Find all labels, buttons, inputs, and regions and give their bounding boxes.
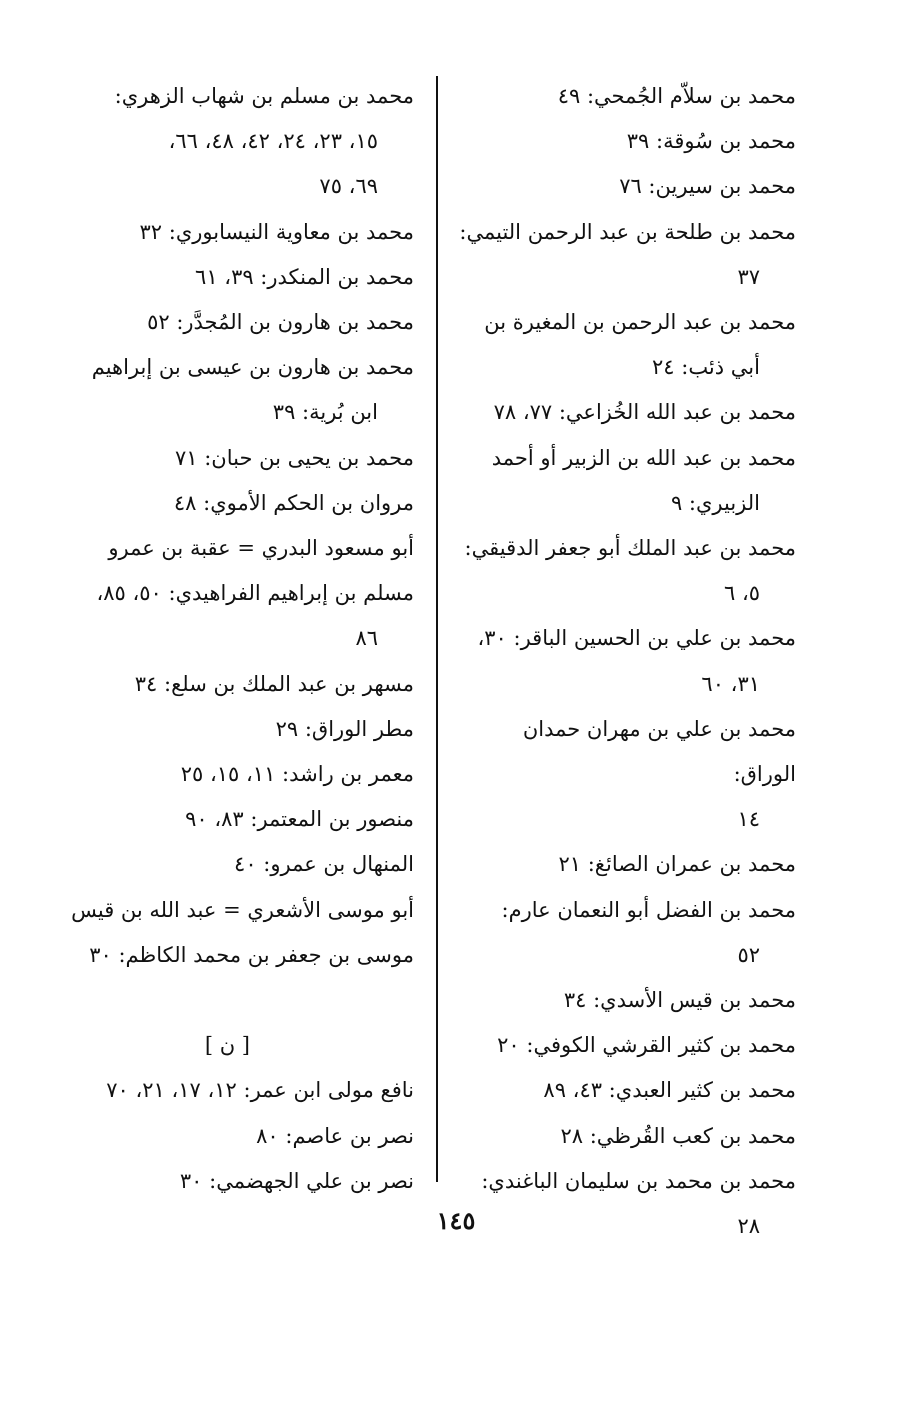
index-entry-continuation: ٣١، ٦٠: [701, 671, 760, 696]
page-number: ١٤٥: [436, 1206, 476, 1235]
index-entry: [454, 164, 796, 209]
index-entry: [454, 1159, 796, 1249]
index-entry-line: محمد بن مسلم بن شهاب الزهري:: [114, 84, 414, 108]
index-entry: [64, 797, 414, 842]
column-divider: [436, 76, 438, 1182]
index-entry-continuation: الزبيري: ٩: [670, 490, 760, 515]
index-entry: [454, 436, 796, 526]
index-entry: [454, 210, 796, 300]
index-entry: [454, 888, 796, 978]
index-entry-line: محمد بن عبد الله بن الزبير أو أحمد: [491, 445, 796, 470]
index-entry-line: محمد بن عبد الرحمن بن المغيرة بن: [484, 310, 796, 335]
index-entry-line: محمد بن عبد الملك أبو جعفر الدقيقي:: [464, 536, 796, 561]
index-entry: [64, 1159, 414, 1204]
index-entry: [64, 74, 414, 210]
index-entry-line: معمر بن راشد: ١١، ١٥، ٢٥: [180, 762, 414, 787]
index-entry: [454, 300, 796, 390]
index-entry-continuation: ١٥، ٢٣، ٢٤، ٤٢، ٤٨، ٦٦،: [168, 129, 378, 154]
index-entry-line: موسى بن جعفر بن محمد الكاظم: ٣٠: [89, 942, 414, 967]
index-entry: [64, 436, 414, 481]
index-entry-line: محمد بن طلحة بن عبد الرحمن التيمي:: [459, 219, 796, 244]
index-entry-continuation: ٥٢: [737, 942, 760, 967]
index-entry: [454, 526, 796, 616]
index-entry-line: نصر بن علي الجهضمي: ٣٠: [179, 1168, 414, 1193]
index-entry-line: نافع مولى ابن عمر: ١٢، ١٧، ٢١، ٧٠: [106, 1078, 414, 1103]
index-entry-continuation: ٥، ٦: [723, 581, 760, 606]
index-entry-line: محمد بن عمران الصائغ: ٢١: [558, 852, 796, 877]
index-entry: [64, 300, 414, 345]
index-entry-continuation: ٨٦: [355, 626, 378, 651]
index-entry: [64, 571, 414, 661]
section-spacer: [64, 978, 414, 1023]
index-entry: [64, 933, 414, 978]
index-entry-line: محمد بن كثير القرشي الكوفي: ٢٠: [497, 1033, 796, 1058]
index-entry-line: محمد بن كثير العبدي: ٤٣، ٨٩: [543, 1078, 796, 1103]
index-entry-line: محمد بن هارون بن عيسى بن إبراهيم: [91, 355, 414, 380]
index-entry-line: مسلم بن إبراهيم الفراهيدي: ٥٠، ٨٥،: [96, 581, 414, 606]
index-column-right: [454, 74, 796, 1249]
index-entry-continuation: ابن بُرية: ٣٩: [272, 400, 378, 425]
index-entry: [64, 707, 414, 752]
index-entry-continuation: ٣٧: [737, 264, 760, 289]
index-entry: [64, 255, 414, 300]
index-entry-line: محمد بن علي بن مهران حمدان الوراق:: [522, 716, 796, 787]
index-entry: [64, 888, 414, 933]
index-entry: [454, 842, 796, 887]
index-entry: [64, 1114, 414, 1159]
index-entry: [454, 616, 796, 706]
index-entry-line: محمد بن الفضل أبو النعمان عارم:: [501, 897, 796, 922]
index-entry: [454, 978, 796, 1023]
index-entry: [64, 210, 414, 255]
index-entry-line: مروان بن الحكم الأموي: ٤٨: [173, 490, 414, 515]
index-entry-line: مسهر بن عبد الملك بن سلع: ٣٤: [134, 671, 414, 696]
index-entry-line: نصر بن عاصم: ٨٠: [256, 1123, 414, 1148]
index-entry-line: محمد بن سُوقة: ٣٩: [626, 129, 796, 154]
index-entry-line: أبو مسعود البدري = عقبة بن عمرو: [108, 536, 414, 561]
index-entry-continuation: ٢٨: [737, 1214, 760, 1239]
index-entry: [64, 481, 414, 526]
index-entry: [454, 119, 796, 164]
index-entry-line: منصور بن المعتمر: ٨٣، ٩٠: [185, 807, 414, 832]
index-entry-line: محمد بن سيرين: ٧٦: [619, 174, 796, 199]
index-entry-line: محمد بن سلاّم الجُمحي: ٤٩: [557, 84, 796, 108]
index-entry: [454, 707, 796, 843]
index-column-left: [64, 74, 414, 1204]
index-entry-continuation: ١٤: [737, 807, 760, 832]
index-entry-line: محمد بن هارون بن المُجدَّر: ٥٢: [147, 310, 414, 335]
index-entry-line: محمد بن معاوية النيسابوري: ٣٢: [139, 219, 414, 244]
index-entry: [64, 662, 414, 707]
index-entry: [454, 390, 796, 435]
index-entry-line: محمد بن عبد الله الخُزاعي: ٧٧، ٧٨: [493, 400, 796, 425]
index-entry: [64, 842, 414, 887]
index-entry-continuation: ٦٩، ٧٥: [319, 174, 378, 199]
index-entry-line: محمد بن محمد بن سليمان الباغندي:: [481, 1168, 796, 1193]
index-entry: [64, 1068, 414, 1113]
index-entry-line: محمد بن علي بن الحسين الباقر: ٣٠،: [477, 626, 796, 651]
index-entry: [454, 1023, 796, 1068]
index-entry: [454, 1114, 796, 1159]
index-entry-continuation: أبي ذئب: ٢٤: [652, 355, 760, 380]
index-entry-line: محمد بن يحيى بن حبان: ٧١: [174, 445, 414, 470]
index-entry-line: محمد بن كعب القُرظي: ٢٨: [560, 1123, 796, 1148]
index-entry-line: أبو موسى الأشعري = عبد الله بن قيس: [71, 897, 414, 922]
index-entry-line: مطر الوراق: ٢٩: [275, 716, 414, 741]
index-entry-line: المنهال بن عمرو: ٤٠: [234, 852, 414, 877]
index-entry: [64, 752, 414, 797]
index-entry-line: محمد بن المنكدر: ٣٩، ٦١: [195, 264, 414, 289]
index-entry: [64, 345, 414, 435]
index-entry: [454, 1068, 796, 1113]
section-letter-heading: [ ن ]: [204, 1033, 250, 1058]
index-entry: [64, 526, 414, 571]
index-entry-line: محمد بن قيس الأسدي: ٣٤: [563, 988, 796, 1013]
index-entry: [454, 74, 796, 119]
